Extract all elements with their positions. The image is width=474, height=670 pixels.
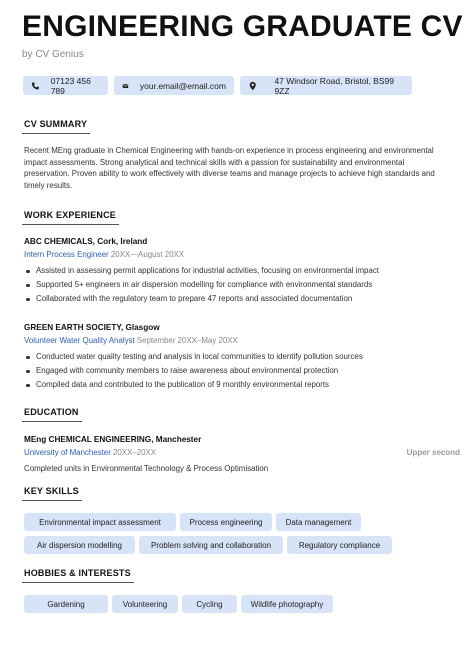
hobby-chip: Cycling [182, 595, 237, 613]
summary-text: Recent MEng graduate in Chemical Engineering with hands-on experience in process engineering and environmental impact assessments. Strong analytical and technical skills with a passion for sustainability and environmental preservation. Proven ability to work effectively with diverse teams and manage projects to achieve high standards and timely results. [24, 146, 435, 190]
job-role-line [24, 250, 184, 259]
job-bullet: Supported 5+ engineers in air dispersion modelling for compliance with environmental standards [36, 280, 373, 289]
job-employer: GREEN EARTH SOCIETY, Glasgow [24, 323, 160, 332]
contact-email [114, 76, 234, 95]
education-university: University of Manchester [24, 448, 111, 457]
education-line [24, 448, 156, 457]
job-bullet: Assisted in assessing permit applications for industrial activities, focusing on environmental impact [36, 266, 379, 275]
postal-address: 47 Windsor Road, Bristol, BS99 9ZZ [274, 75, 394, 96]
education-detail: Completed units in Environmental Technology & Process Optimisation [24, 464, 269, 473]
section-heading-summary: CV SUMMARY [22, 119, 90, 134]
email-address: your.email@email.com [139, 80, 226, 91]
hobby-chip: Volunteering [112, 595, 178, 613]
job-role: Intern Process Engineer [24, 250, 109, 259]
skill-chip: Environmental impact assessment [24, 513, 176, 531]
phone-icon [31, 81, 40, 91]
contact-phone [23, 76, 108, 95]
job-role-line [24, 336, 238, 345]
education-dates: 20XX–20XX [113, 448, 157, 457]
phone-number: 07123 456 789 [50, 75, 91, 96]
cv-byline: by CV Genius [22, 49, 84, 60]
job-role: Volunteer Water Quality Analyst [24, 336, 135, 345]
education-honours: Upper second [406, 448, 460, 457]
hobby-chip: Gardening [24, 595, 108, 613]
job-dates: September 20XX–May 20XX [136, 336, 238, 345]
skill-chip: Data management [276, 513, 361, 531]
skill-chip: Regulatory compliance [287, 536, 392, 554]
section-heading-skills: KEY SKILLS [22, 486, 82, 501]
hobby-chip: Wildlife photography [241, 595, 333, 613]
map-pin-icon [248, 81, 257, 91]
job-bullet: Conducted water quality testing and analysis in local communities to identify pollution sources [36, 352, 363, 361]
skill-chip: Process engineering [180, 513, 272, 531]
job-bullet: Engaged with community members to raise awareness about environmental protection [36, 366, 339, 375]
skill-chip: Problem solving and collaboration [139, 536, 283, 554]
section-heading-experience: WORK EXPERIENCE [22, 210, 119, 225]
job-bullet: Compiled data and contributed to the publication of 9 monthly environmental reports [36, 380, 330, 389]
job-dates: 20XX—August 20XX [110, 250, 185, 259]
section-heading-education: EDUCATION [22, 407, 82, 422]
envelope-icon [122, 81, 129, 91]
skill-chip: Air dispersion modelling [24, 536, 135, 554]
contact-address [240, 76, 412, 95]
education-degree: MEng CHEMICAL ENGINEERING, Manchester [24, 435, 202, 444]
section-heading-hobbies: HOBBIES & INTERESTS [22, 568, 134, 583]
cv-title: ENGINEERING GRADUATE CV [22, 10, 463, 43]
job-bullet: Collaborated with the regulatory team to prepare 47 reports and associated documentation [36, 294, 353, 303]
job-employer: ABC CHEMICALS, Cork, Ireland [24, 237, 148, 246]
